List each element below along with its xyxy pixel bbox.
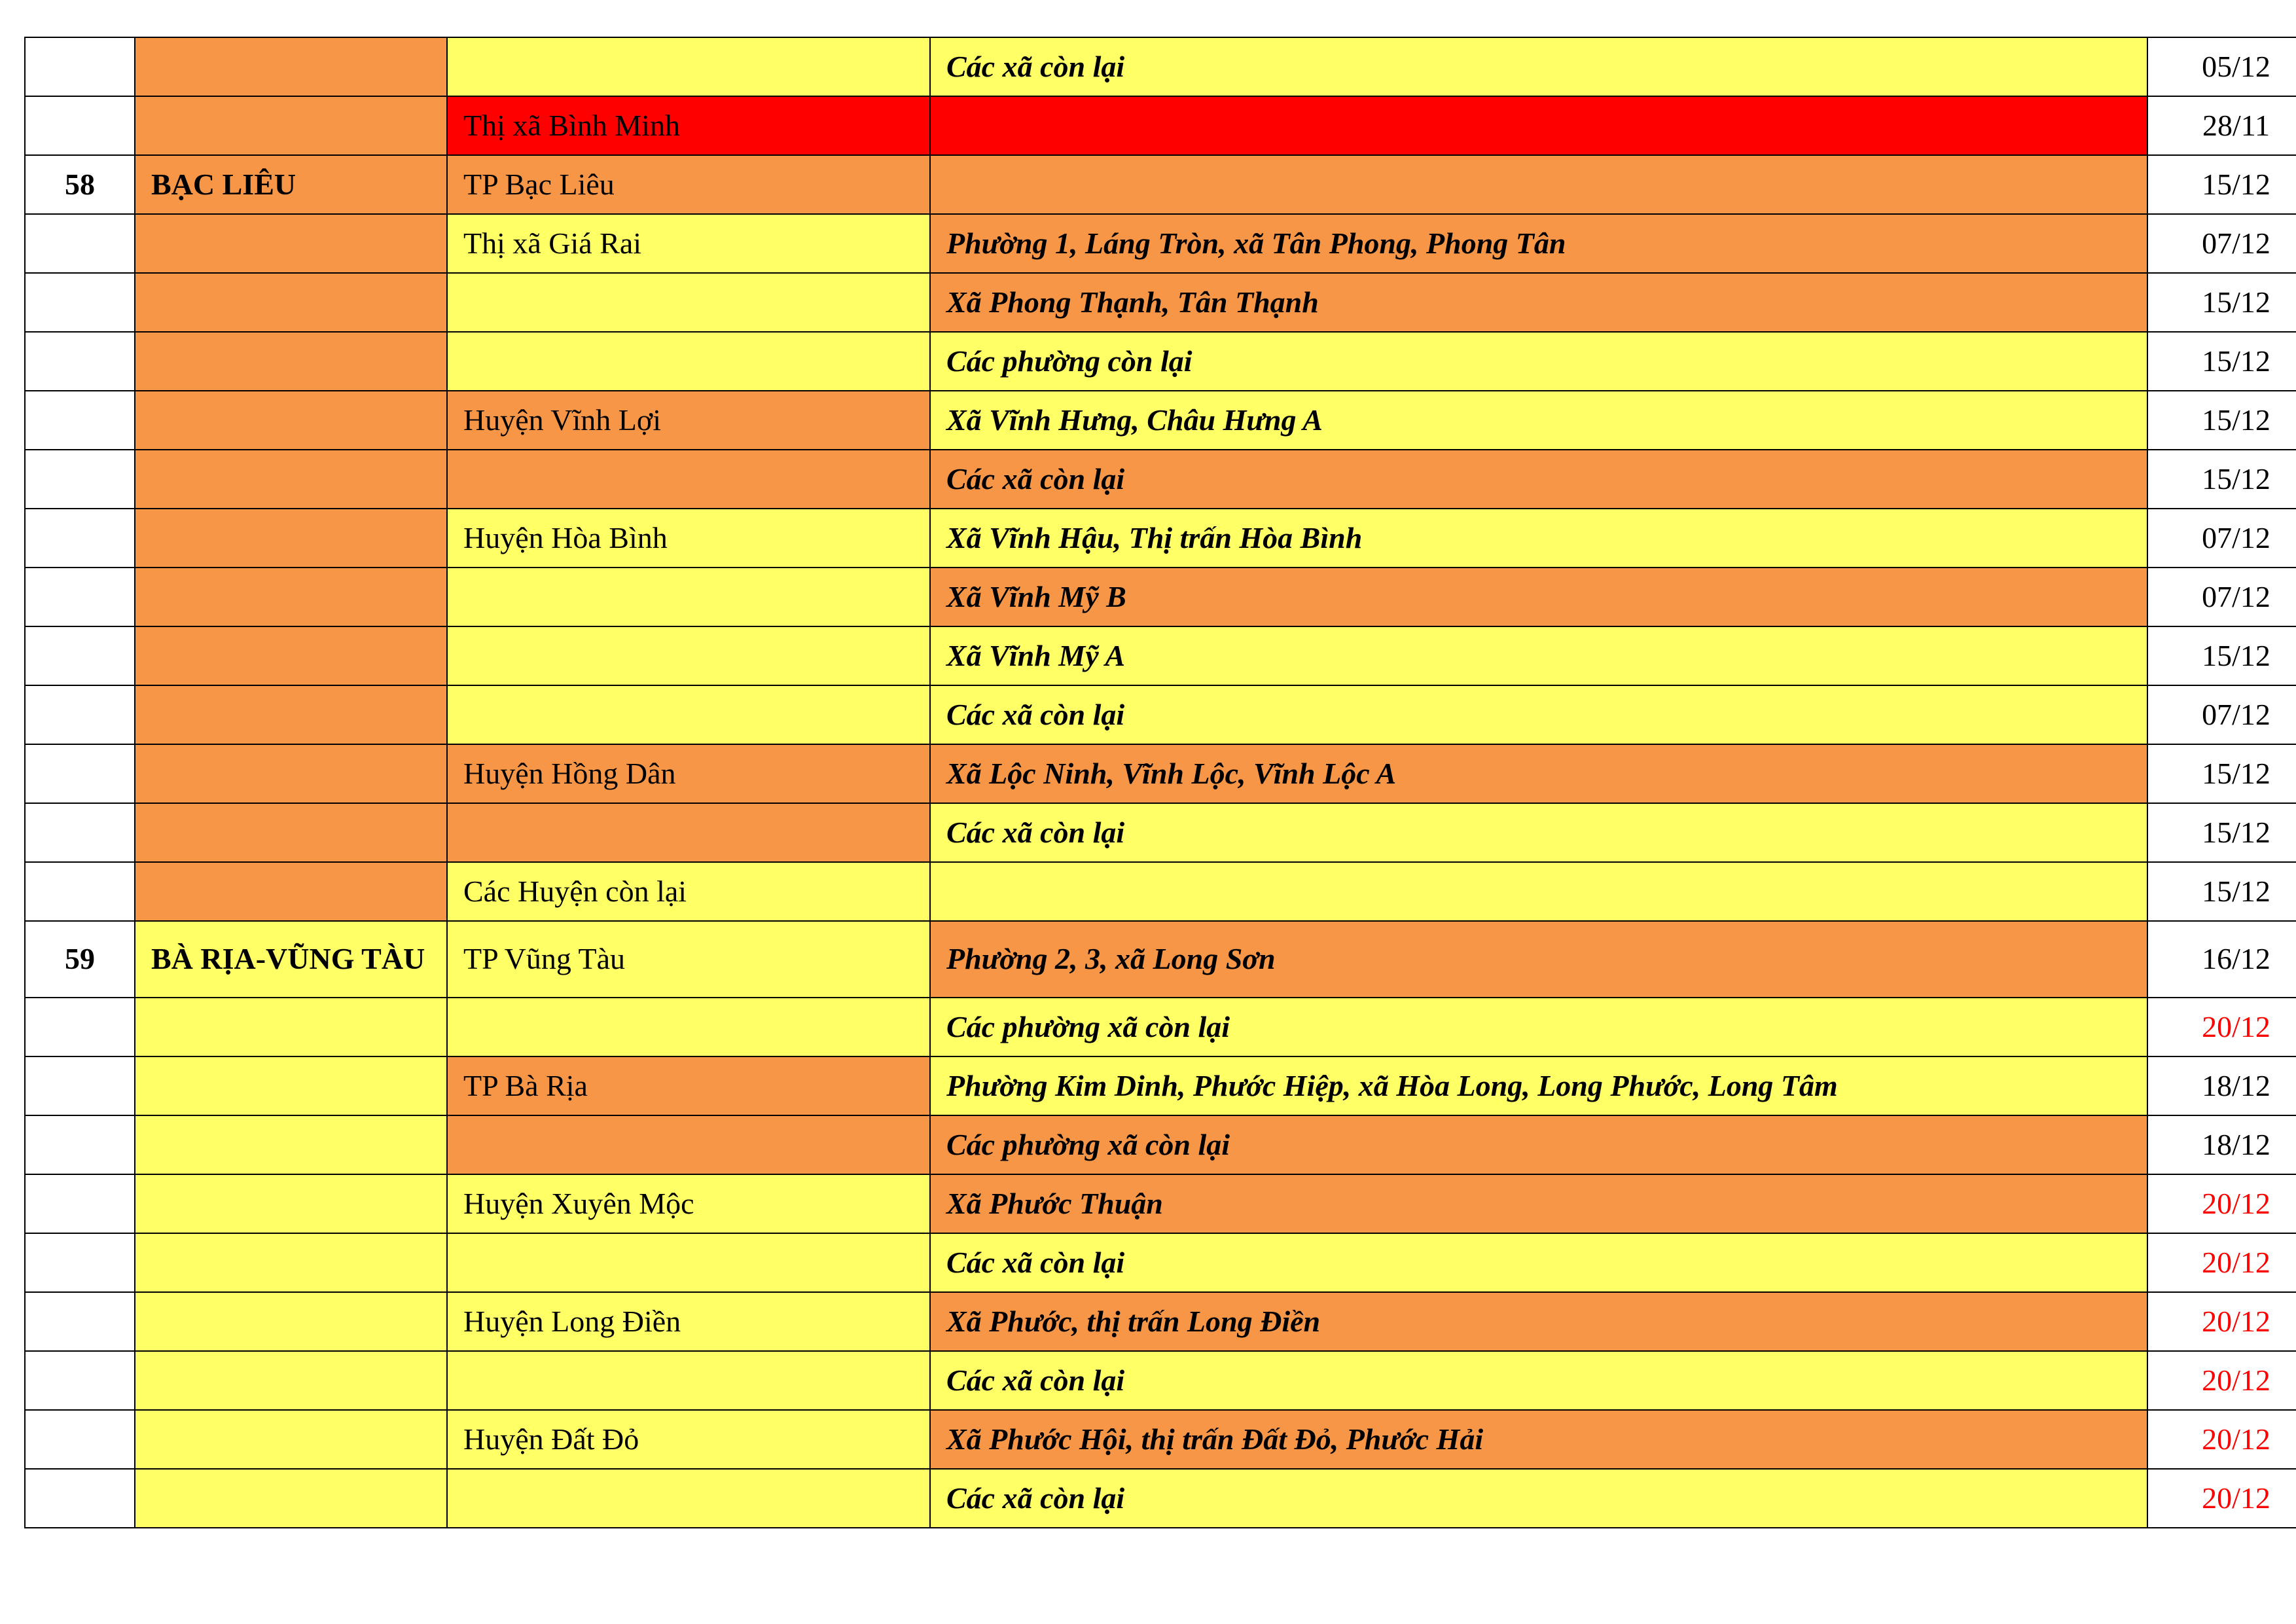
- province-cell: [135, 450, 447, 509]
- province-cell: [135, 1233, 447, 1292]
- province-cell: [135, 626, 447, 685]
- ward-cell: Các xã còn lại: [930, 685, 2147, 744]
- province-cell: BÀ RỊA-VŨNG TÀU: [135, 921, 447, 998]
- table-row: [25, 998, 2296, 1056]
- province-cell: [135, 1410, 447, 1469]
- row-number-cell: [25, 214, 135, 273]
- table-row: [25, 509, 2296, 568]
- province-cell: [135, 332, 447, 391]
- ward-cell: [930, 862, 2147, 921]
- ward-cell: Phường Kim Dinh, Phước Hiệp, xã Hòa Long, Long Phước, Long Tâm: [930, 1056, 2147, 1115]
- district-cell: [447, 273, 930, 332]
- schedule-table: [24, 37, 2296, 1528]
- province-cell: [135, 96, 447, 155]
- ward-cell: Xã Vĩnh Mỹ B: [930, 568, 2147, 626]
- date-cell: 15/12: [2147, 744, 2296, 803]
- ward-cell: Các xã còn lại: [930, 37, 2147, 96]
- table-row: [25, 744, 2296, 803]
- ward-cell: Xã Phước Hội, thị trấn Đất Đỏ, Phước Hải: [930, 1410, 2147, 1469]
- date-cell: 07/12: [2147, 568, 2296, 626]
- date-cell: 20/12: [2147, 1351, 2296, 1410]
- district-cell: [447, 332, 930, 391]
- district-cell: Thị xã Bình Minh: [447, 96, 930, 155]
- date-cell: 15/12: [2147, 273, 2296, 332]
- district-cell: [447, 1351, 930, 1410]
- province-cell: [135, 1292, 447, 1351]
- row-number-cell: [25, 273, 135, 332]
- table-row: [25, 450, 2296, 509]
- row-number-cell: [25, 37, 135, 96]
- district-cell: [447, 1233, 930, 1292]
- ward-cell: Xã Phong Thạnh, Tân Thạnh: [930, 273, 2147, 332]
- province-cell: [135, 37, 447, 96]
- row-number-cell: [25, 1174, 135, 1233]
- row-number-cell: [25, 998, 135, 1056]
- province-cell: [135, 273, 447, 332]
- ward-cell: Các xã còn lại: [930, 1469, 2147, 1528]
- table-row: [25, 626, 2296, 685]
- province-cell: [135, 214, 447, 273]
- province-cell: [135, 803, 447, 862]
- ward-cell: Phường 1, Láng Tròn, xã Tân Phong, Phong Tân: [930, 214, 2147, 273]
- district-cell: [447, 626, 930, 685]
- ward-cell: Xã Vĩnh Hưng, Châu Hưng A: [930, 391, 2147, 450]
- province-cell: [135, 1174, 447, 1233]
- table-row: [25, 1174, 2296, 1233]
- row-number-cell: [25, 685, 135, 744]
- row-number-cell: [25, 1233, 135, 1292]
- ward-cell: Các phường xã còn lại: [930, 1115, 2147, 1174]
- district-cell: [447, 450, 930, 509]
- date-cell: 07/12: [2147, 685, 2296, 744]
- date-cell: 18/12: [2147, 1056, 2296, 1115]
- date-cell: 15/12: [2147, 450, 2296, 509]
- district-cell: Huyện Vĩnh Lợi: [447, 391, 930, 450]
- district-cell: Huyện Xuyên Mộc: [447, 1174, 930, 1233]
- table-row: [25, 1469, 2296, 1528]
- row-number-cell: [25, 626, 135, 685]
- district-cell: TP Bà Rịa: [447, 1056, 930, 1115]
- table-row: [25, 155, 2296, 214]
- table-row: [25, 1056, 2296, 1115]
- ward-cell: Các xã còn lại: [930, 1233, 2147, 1292]
- district-cell: TP Vũng Tàu: [447, 921, 930, 998]
- district-cell: Huyện Hồng Dân: [447, 744, 930, 803]
- province-cell: [135, 1469, 447, 1528]
- table-row: [25, 332, 2296, 391]
- date-cell: 15/12: [2147, 626, 2296, 685]
- ward-cell: Các xã còn lại: [930, 803, 2147, 862]
- district-cell: [447, 685, 930, 744]
- table-row: [25, 37, 2296, 96]
- ward-cell: Các phường còn lại: [930, 332, 2147, 391]
- table-row: [25, 803, 2296, 862]
- district-cell: Thị xã Giá Rai: [447, 214, 930, 273]
- ward-cell: Các xã còn lại: [930, 450, 2147, 509]
- date-cell: 05/12: [2147, 37, 2296, 96]
- row-number-cell: [25, 1115, 135, 1174]
- province-cell: [135, 685, 447, 744]
- date-cell: 07/12: [2147, 214, 2296, 273]
- date-cell: 28/11: [2147, 96, 2296, 155]
- row-number-cell: 59: [25, 921, 135, 998]
- row-number-cell: [25, 862, 135, 921]
- date-cell: 15/12: [2147, 862, 2296, 921]
- date-cell: 20/12: [2147, 1233, 2296, 1292]
- table-row: [25, 1292, 2296, 1351]
- date-cell: 18/12: [2147, 1115, 2296, 1174]
- date-cell: 20/12: [2147, 1410, 2296, 1469]
- date-cell: 15/12: [2147, 155, 2296, 214]
- row-number-cell: [25, 1056, 135, 1115]
- district-cell: [447, 803, 930, 862]
- province-cell: [135, 744, 447, 803]
- date-cell: 20/12: [2147, 998, 2296, 1056]
- table-row: [25, 568, 2296, 626]
- table-row: [25, 1115, 2296, 1174]
- table-row: [25, 1233, 2296, 1292]
- district-cell: Huyện Hòa Bình: [447, 509, 930, 568]
- row-number-cell: [25, 96, 135, 155]
- table-row: [25, 685, 2296, 744]
- row-number-cell: 58: [25, 155, 135, 214]
- row-number-cell: [25, 803, 135, 862]
- province-cell: [135, 1351, 447, 1410]
- row-number-cell: [25, 450, 135, 509]
- row-number-cell: [25, 744, 135, 803]
- ward-cell: Các phường xã còn lại: [930, 998, 2147, 1056]
- table-row: [25, 921, 2296, 998]
- table-row: [25, 1351, 2296, 1410]
- ward-cell: Xã Vĩnh Mỹ A: [930, 626, 2147, 685]
- row-number-cell: [25, 1292, 135, 1351]
- province-cell: [135, 509, 447, 568]
- row-number-cell: [25, 1410, 135, 1469]
- province-cell: BẠC LIÊU: [135, 155, 447, 214]
- province-cell: [135, 1056, 447, 1115]
- district-cell: Huyện Đất Đỏ: [447, 1410, 930, 1469]
- district-cell: [447, 568, 930, 626]
- date-cell: 07/12: [2147, 509, 2296, 568]
- date-cell: 16/12: [2147, 921, 2296, 998]
- date-cell: 15/12: [2147, 803, 2296, 862]
- district-cell: [447, 998, 930, 1056]
- row-number-cell: [25, 1469, 135, 1528]
- province-cell: [135, 391, 447, 450]
- ward-cell: Xã Vĩnh Hậu, Thị trấn Hòa Bình: [930, 509, 2147, 568]
- table-row: [25, 273, 2296, 332]
- ward-cell: Xã Lộc Ninh, Vĩnh Lộc, Vĩnh Lộc A: [930, 744, 2147, 803]
- ward-cell: Phường 2, 3, xã Long Sơn: [930, 921, 2147, 998]
- ward-cell: [930, 96, 2147, 155]
- row-number-cell: [25, 332, 135, 391]
- schedule-table-body: [25, 37, 2296, 1528]
- table-row: [25, 862, 2296, 921]
- district-cell: [447, 1469, 930, 1528]
- date-cell: 20/12: [2147, 1292, 2296, 1351]
- table-row: [25, 1410, 2296, 1469]
- province-cell: [135, 998, 447, 1056]
- row-number-cell: [25, 568, 135, 626]
- province-cell: [135, 862, 447, 921]
- date-cell: 20/12: [2147, 1174, 2296, 1233]
- district-cell: [447, 1115, 930, 1174]
- date-cell: 20/12: [2147, 1469, 2296, 1528]
- row-number-cell: [25, 1351, 135, 1410]
- ward-cell: Các xã còn lại: [930, 1351, 2147, 1410]
- district-cell: Huyện Long Điền: [447, 1292, 930, 1351]
- date-cell: 15/12: [2147, 332, 2296, 391]
- date-cell: 15/12: [2147, 391, 2296, 450]
- province-cell: [135, 1115, 447, 1174]
- row-number-cell: [25, 391, 135, 450]
- row-number-cell: [25, 509, 135, 568]
- table-row: [25, 214, 2296, 273]
- table-row: [25, 96, 2296, 155]
- province-cell: [135, 568, 447, 626]
- ward-cell: [930, 155, 2147, 214]
- ward-cell: Xã Phước Thuận: [930, 1174, 2147, 1233]
- district-cell: [447, 37, 930, 96]
- ward-cell: Xã Phước, thị trấn Long Điền: [930, 1292, 2147, 1351]
- table-row: [25, 391, 2296, 450]
- district-cell: TP Bạc Liêu: [447, 155, 930, 214]
- district-cell: Các Huyện còn lại: [447, 862, 930, 921]
